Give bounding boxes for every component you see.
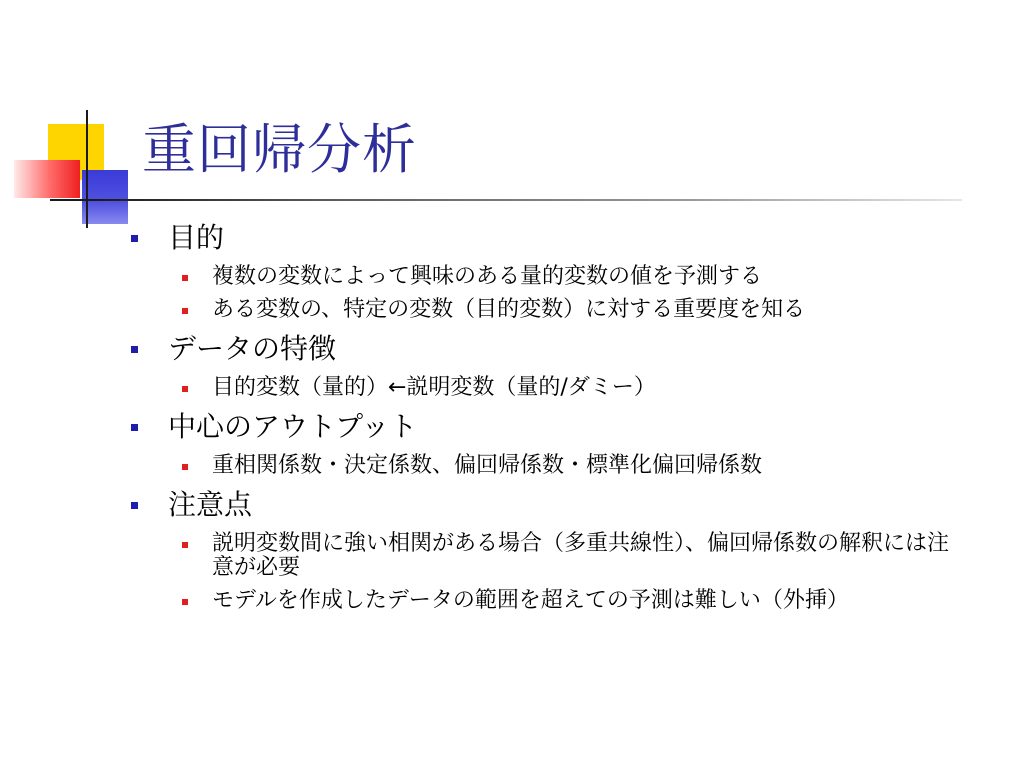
decor-blue-square [82, 170, 128, 224]
section-item [130, 589, 950, 613]
section-item-text: ある変数の、特定の変数（目的変数）に対する重要度を知る [212, 297, 806, 322]
decor-red-bar [14, 160, 80, 198]
square-bullet-icon [131, 235, 138, 242]
small-square-bullet-icon [182, 542, 188, 548]
small-square-bullet-icon [182, 464, 188, 470]
small-square-bullet-icon [182, 275, 188, 281]
section-item-text: 目的変数（量的）←説明変数（量的/ダミー） [212, 375, 656, 400]
section-heading-text: 中心のアウトプット [168, 410, 418, 443]
section-heading-main-output [130, 409, 950, 445]
section-heading-text: データの特徴 [168, 332, 337, 365]
small-square-bullet-icon [182, 308, 188, 314]
slide-title: 重回帰分析 [142, 118, 417, 181]
section-heading-text: 目的 [168, 221, 225, 254]
square-bullet-icon [131, 346, 138, 353]
section-item [130, 454, 950, 478]
small-square-bullet-icon [182, 386, 188, 392]
square-bullet-icon [131, 502, 138, 509]
section-item [130, 532, 950, 580]
section-item-text: 複数の変数によって興味のある量的変数の値を予測する [212, 264, 763, 289]
decor-vertical-line [86, 110, 88, 228]
section-item-text: モデルを作成したデータの範囲を超えての予測は難しい（外挿） [212, 588, 849, 613]
section-heading-data-features [130, 331, 950, 367]
section-item-text: 重相関係数・決定係数、偏回帰係数・標準化偏回帰係数 [212, 453, 763, 478]
section-item [130, 298, 950, 322]
section-heading-text: 注意点 [168, 488, 253, 521]
slide-content [130, 220, 950, 613]
title-underline [50, 199, 962, 201]
section-item-text: 説明変数間に強い相関がある場合（多重共線性）、偏回帰係数の解釈には注意が必要 [212, 531, 950, 580]
square-bullet-icon [131, 424, 138, 431]
section-item [130, 376, 950, 400]
small-square-bullet-icon [182, 599, 188, 605]
section-heading-purpose [130, 220, 950, 256]
section-heading-cautions [130, 487, 950, 523]
section-item [130, 265, 950, 289]
